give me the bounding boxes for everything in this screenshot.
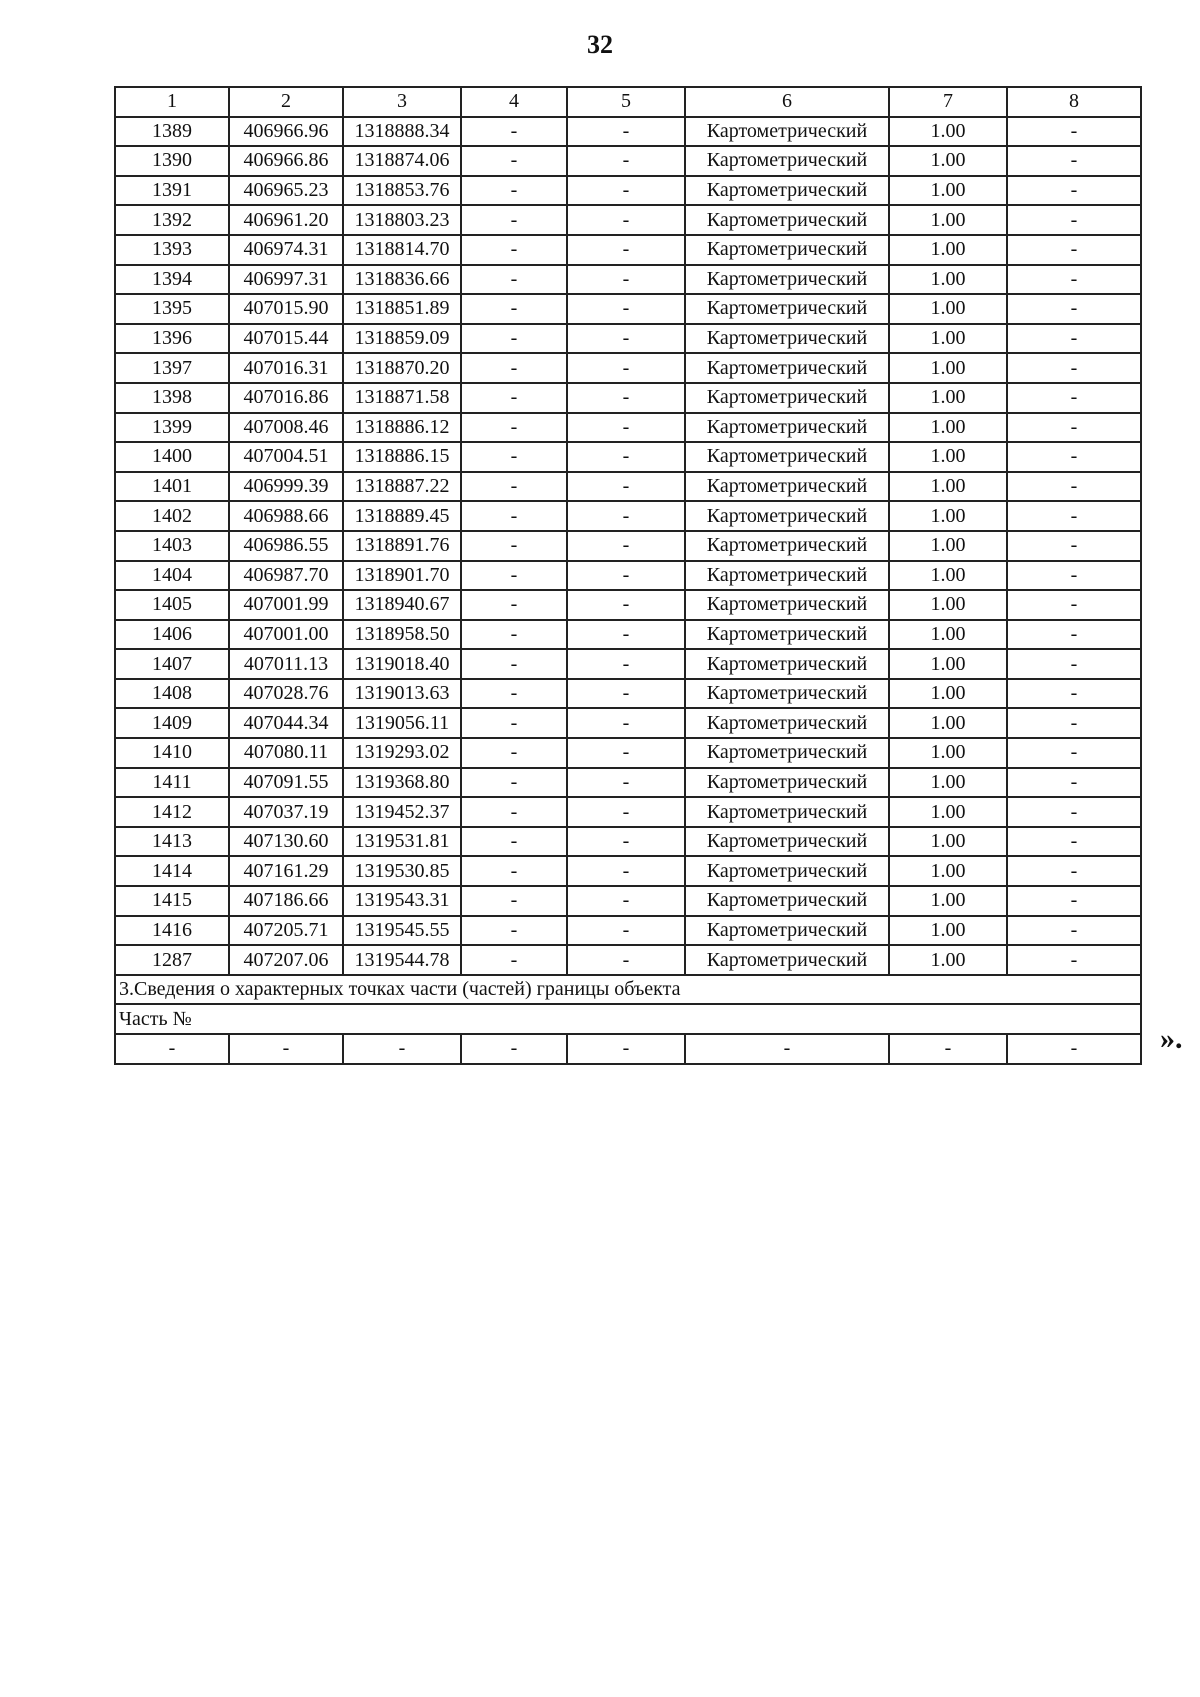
table-cell: - [567,768,685,798]
table-cell: 1.00 [889,413,1007,443]
table-cell: - [1007,383,1141,413]
table-cell: 406986.55 [229,531,343,561]
table-cell: - [461,353,567,383]
table-cell: 1318836.66 [343,265,461,295]
table-cell: 1.00 [889,886,1007,916]
table-cell: - [461,442,567,472]
table-row [115,679,1141,709]
table-row [115,383,1141,413]
table-cell: - [461,501,567,531]
table-cell: 1318940.67 [343,590,461,620]
table-cell: 1404 [115,561,229,591]
table-cell: Картометрический [685,265,889,295]
coordinates-table [114,86,1142,1065]
table-row [115,472,1141,502]
table-cell: 406961.20 [229,205,343,235]
table-cell: 407091.55 [229,768,343,798]
table-cell: 407161.29 [229,856,343,886]
table-cell: 1318886.15 [343,442,461,472]
table-cell: 406966.96 [229,117,343,147]
table-cell: 407011.13 [229,649,343,679]
table-cell: Картометрический [685,590,889,620]
section-title: 3.Сведения о характерных точках части (частей) границы объекта [115,975,1141,1005]
table-cell: 1319545.55 [343,916,461,946]
table-cell: Картометрический [685,442,889,472]
table-cell: 1319018.40 [343,649,461,679]
table-cell: 406988.66 [229,501,343,531]
table-row [115,916,1141,946]
table-cell: 1319368.80 [343,768,461,798]
table-row [115,738,1141,768]
table-row [115,146,1141,176]
table-row [115,442,1141,472]
table-cell: - [567,472,685,502]
table-cell: 407028.76 [229,679,343,709]
part-label-row [115,1004,1141,1034]
page-number: 32 [587,30,613,59]
table-row [115,294,1141,324]
table-cell: 407015.44 [229,324,343,354]
table-row [115,324,1141,354]
section-title-row [115,975,1141,1005]
table-cell: 1401 [115,472,229,502]
table-cell: - [1007,472,1141,502]
table-row [115,265,1141,295]
table-cell: 1408 [115,679,229,709]
table-cell: - [461,146,567,176]
table-cell: 1318853.76 [343,176,461,206]
table-cell: - [1007,205,1141,235]
table-cell: - [567,413,685,443]
table-cell: 1318859.09 [343,324,461,354]
table-cell: 1318803.23 [343,205,461,235]
table-cell: 1403 [115,531,229,561]
table-cell: - [1007,561,1141,591]
table-cell: - [461,797,567,827]
table-cell: - [1007,265,1141,295]
table-cell: Картометрический [685,886,889,916]
table-cell: 1389 [115,117,229,147]
table-cell: - [461,856,567,886]
table-cell: - [567,531,685,561]
table-cell: - [567,1034,685,1064]
table-row [115,590,1141,620]
table-row [115,768,1141,798]
table-row [115,176,1141,206]
table-row [115,649,1141,679]
table-cell: 1.00 [889,916,1007,946]
table-cell: - [1007,413,1141,443]
table-cell: 1318814.70 [343,235,461,265]
empty-part-row [115,1034,1141,1064]
table-cell: 1.00 [889,679,1007,709]
table-cell: 407080.11 [229,738,343,768]
table-cell: 1.00 [889,797,1007,827]
table-cell: 1407 [115,649,229,679]
table-cell: - [115,1034,229,1064]
table-cell: 1.00 [889,117,1007,147]
table-cell: 1319293.02 [343,738,461,768]
table-cell: Картометрический [685,235,889,265]
table-cell: - [1007,176,1141,206]
table-cell: - [567,146,685,176]
table-cell: Картометрический [685,146,889,176]
table-cell: Картометрический [685,413,889,443]
table-cell: 1318958.50 [343,620,461,650]
table-cell: 407008.46 [229,413,343,443]
table-row [115,561,1141,591]
table-cell: 406966.86 [229,146,343,176]
table-cell: - [1007,886,1141,916]
table-cell: 1414 [115,856,229,886]
table-row [115,501,1141,531]
table-cell: 1.00 [889,294,1007,324]
table-cell: 1319543.31 [343,886,461,916]
table-cell: Картометрический [685,472,889,502]
table-cell: Картометрический [685,117,889,147]
table-cell: 407015.90 [229,294,343,324]
table-cell: Картометрический [685,738,889,768]
table-cell: - [461,679,567,709]
table-cell: Картометрический [685,649,889,679]
table-cell: - [567,856,685,886]
table-cell: 406987.70 [229,561,343,591]
table-cell: - [461,472,567,502]
table-cell: - [567,708,685,738]
table-row [115,235,1141,265]
table-cell: 407205.71 [229,916,343,946]
table-cell: - [461,1034,567,1064]
table-cell: - [567,945,685,975]
table-cell: 1.00 [889,353,1007,383]
table-cell: - [461,383,567,413]
table-cell: 1406 [115,620,229,650]
table-cell: 1.00 [889,827,1007,857]
table-cell: 407004.51 [229,442,343,472]
table-cell: 1287 [115,945,229,975]
table-cell: 1399 [115,413,229,443]
table-cell: - [889,1034,1007,1064]
table-cell: 1.00 [889,235,1007,265]
column-header: 7 [889,87,1007,117]
table-cell: - [567,265,685,295]
table-cell: 1319544.78 [343,945,461,975]
table-cell: Картометрический [685,679,889,709]
table-row [115,531,1141,561]
table-cell: - [461,649,567,679]
table-cell: - [1007,531,1141,561]
table-cell: - [461,945,567,975]
table-cell: Картометрический [685,176,889,206]
table-cell: - [567,442,685,472]
table-cell: - [1007,117,1141,147]
table-cell: - [461,827,567,857]
table-cell: - [567,886,685,916]
table-cell: - [1007,827,1141,857]
table-cell: 1405 [115,590,229,620]
table-cell: - [1007,324,1141,354]
table-cell: Картометрический [685,205,889,235]
table-cell: - [1007,235,1141,265]
table-cell: Картометрический [685,294,889,324]
table-cell: 1318891.76 [343,531,461,561]
table-cell: 1398 [115,383,229,413]
table-cell: 1.00 [889,383,1007,413]
table-cell: 406999.39 [229,472,343,502]
table-row [115,620,1141,650]
table-cell: 1.00 [889,620,1007,650]
table-cell: 1.00 [889,501,1007,531]
table-cell: Картометрический [685,827,889,857]
table-cell: - [461,265,567,295]
table-cell: - [1007,708,1141,738]
table-cell: - [461,708,567,738]
column-header: 8 [1007,87,1141,117]
table-cell: 1.00 [889,768,1007,798]
table-cell: - [461,205,567,235]
part-label: Часть № [115,1004,1141,1034]
table-cell: 407001.99 [229,590,343,620]
table-cell: 1318901.70 [343,561,461,591]
table-cell: 1.00 [889,561,1007,591]
table-row [115,205,1141,235]
table-cell: - [567,324,685,354]
table-cell: 1319013.63 [343,679,461,709]
table-cell: 1.00 [889,649,1007,679]
table-cell: - [461,886,567,916]
table-cell: - [1007,738,1141,768]
table-cell: 1396 [115,324,229,354]
table-cell: - [567,916,685,946]
table-cell: 406974.31 [229,235,343,265]
table-cell: Картометрический [685,501,889,531]
table-cell: 1.00 [889,324,1007,354]
table-cell: - [567,797,685,827]
table-cell: 1319531.81 [343,827,461,857]
table-cell: - [567,649,685,679]
table-cell: Картометрический [685,768,889,798]
table-cell: - [461,590,567,620]
table-cell: 406997.31 [229,265,343,295]
table-cell: 1393 [115,235,229,265]
table-cell: - [229,1034,343,1064]
table-cell: - [567,176,685,206]
table-cell: 407207.06 [229,945,343,975]
table-cell: Картометрический [685,620,889,650]
table-cell: 1413 [115,827,229,857]
table-cell: Картометрический [685,383,889,413]
table-cell: - [1007,1034,1141,1064]
table-cell: - [461,738,567,768]
column-header: 2 [229,87,343,117]
table-cell: - [1007,797,1141,827]
table-cell: - [461,413,567,443]
table-cell: 1416 [115,916,229,946]
table-row [115,945,1141,975]
table-row [115,797,1141,827]
table-row [115,117,1141,147]
table-cell: - [1007,501,1141,531]
table-cell: 1400 [115,442,229,472]
table-cell: - [567,117,685,147]
table-cell: 1.00 [889,265,1007,295]
table-cell: Картометрический [685,531,889,561]
table-cell: - [343,1034,461,1064]
table-cell: - [1007,590,1141,620]
table-cell: - [1007,768,1141,798]
table-cell: Картометрический [685,945,889,975]
table-cell: 1319452.37 [343,797,461,827]
table-cell: - [461,531,567,561]
table-cell: 1.00 [889,738,1007,768]
table-cell: Картометрический [685,324,889,354]
table-cell: 1.00 [889,945,1007,975]
table-cell: 1318851.89 [343,294,461,324]
table-cell: 1318887.22 [343,472,461,502]
table-cell: - [1007,916,1141,946]
table-cell: - [567,205,685,235]
table-cell: 1410 [115,738,229,768]
table-cell: - [1007,294,1141,324]
table-cell: 1318886.12 [343,413,461,443]
table-cell: 1415 [115,886,229,916]
table-cell: - [567,235,685,265]
table-cell: - [685,1034,889,1064]
table-cell: Картометрический [685,856,889,886]
table-cell: 1318871.58 [343,383,461,413]
table-cell: 1390 [115,146,229,176]
column-header: 4 [461,87,567,117]
table-cell: 1.00 [889,205,1007,235]
table-cell: - [461,561,567,591]
column-header: 6 [685,87,889,117]
table-cell: 1394 [115,265,229,295]
table-cell: 1318870.20 [343,353,461,383]
table-cell: - [461,235,567,265]
table-cell: 407001.00 [229,620,343,650]
table-cell: 1412 [115,797,229,827]
table-cell: - [567,738,685,768]
table-cell: Картометрический [685,916,889,946]
table-cell: - [1007,620,1141,650]
table-cell: - [1007,679,1141,709]
table-cell: 1318874.06 [343,146,461,176]
table-cell: 1319056.11 [343,708,461,738]
table-cell: - [567,294,685,324]
column-header: 1 [115,87,229,117]
table-cell: 1.00 [889,531,1007,561]
column-header: 3 [343,87,461,117]
table-cell: 1319530.85 [343,856,461,886]
table-row [115,827,1141,857]
table-cell: Картометрический [685,797,889,827]
table-cell: - [567,620,685,650]
closing-quote: ». [1160,1022,1183,1055]
table-cell: - [567,501,685,531]
table-cell: 1397 [115,353,229,383]
table-cell: Картометрический [685,353,889,383]
table-cell: - [1007,945,1141,975]
table-cell: 1391 [115,176,229,206]
table-cell: 1395 [115,294,229,324]
table-cell: 1409 [115,708,229,738]
table-cell: 1.00 [889,146,1007,176]
table-row [115,708,1141,738]
table-row [115,856,1141,886]
table-cell: - [461,324,567,354]
table-cell: - [567,353,685,383]
table-cell: - [1007,856,1141,886]
table-cell: 1318889.45 [343,501,461,531]
table-cell: - [461,117,567,147]
table-header-row [115,87,1141,117]
table-cell: - [461,294,567,324]
table-cell: - [567,827,685,857]
table-row [115,353,1141,383]
table-cell: 1.00 [889,442,1007,472]
table-cell: 1.00 [889,176,1007,206]
table-cell: 1411 [115,768,229,798]
table-cell: 1.00 [889,708,1007,738]
table-cell: 1.00 [889,856,1007,886]
table-cell: 1392 [115,205,229,235]
table-cell: - [461,768,567,798]
table-cell: - [461,620,567,650]
table-row [115,413,1141,443]
table-cell: - [1007,649,1141,679]
table-cell: 1402 [115,501,229,531]
table-cell: 1.00 [889,472,1007,502]
table-cell: - [1007,353,1141,383]
table-cell: 407186.66 [229,886,343,916]
table-cell: 406965.23 [229,176,343,206]
table-row [115,886,1141,916]
table-cell: - [567,383,685,413]
table-cell: - [1007,442,1141,472]
table-cell: 1318888.34 [343,117,461,147]
table-cell: Картометрический [685,708,889,738]
table-cell: - [567,590,685,620]
table-cell: Картометрический [685,561,889,591]
table-cell: - [461,176,567,206]
column-header: 5 [567,87,685,117]
table-cell: - [461,916,567,946]
table-cell: 407044.34 [229,708,343,738]
table-cell: 407037.19 [229,797,343,827]
table-cell: - [567,561,685,591]
table-cell: 407016.86 [229,383,343,413]
table-cell: 407016.31 [229,353,343,383]
table-cell: - [567,679,685,709]
table-cell: 407130.60 [229,827,343,857]
table-cell: - [1007,146,1141,176]
table-cell: 1.00 [889,590,1007,620]
